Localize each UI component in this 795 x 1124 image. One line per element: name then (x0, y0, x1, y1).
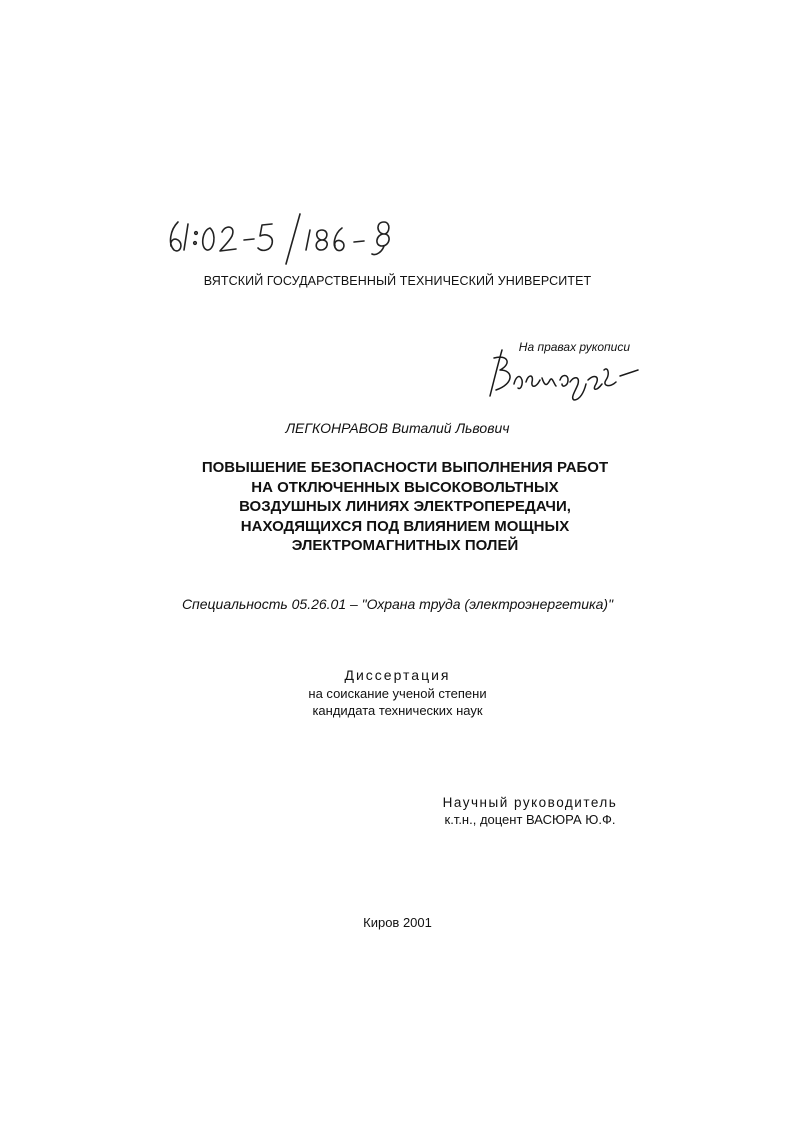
specialty: Специальность 05.26.01 – "Охрана труда (электроэнергетика)" (181, 596, 614, 612)
handwritten-code (160, 200, 420, 270)
degree-line-1: на соискание ученой степени (308, 686, 487, 701)
title-line: ВОЗДУШНЫХ ЛИНИЯХ ЭЛЕКТРОПЕРЕДАЧИ, (239, 498, 571, 515)
degree-line-2: кандидата технических наук (312, 703, 483, 718)
title-line: НА ОТКЛЮЧЕННЫХ ВЫСОКОВОЛЬТНЫХ (251, 478, 559, 496)
supervisor-name: к.т.н., доцент ВАСЮРА Ю.Ф. (444, 812, 616, 827)
title-line: ЭЛЕКТРОМАГНИТНЫХ ПОЛЕЙ (291, 537, 519, 554)
dissertation-label: Диссертация (344, 667, 451, 683)
author-name: ЛЕГКОНРАВОВ Виталий Львович (285, 420, 510, 436)
title-line: ПОВЫШЕНИЕ БЕЗОПАСНОСТИ ВЫПОЛНЕНИЯ РАБОТ (201, 459, 609, 476)
signature (470, 340, 650, 410)
dissertation-title (150, 458, 660, 556)
rights-note: На правах рукописи (518, 340, 630, 354)
city-year: Киров 2001 (363, 915, 432, 930)
university-name: ВЯТСКИЙ ГОСУДАРСТВЕННЫЙ ТЕХНИЧЕСКИЙ УНИВЕРСИТЕТ (203, 274, 592, 288)
supervisor-role: Научный руководитель (442, 795, 618, 810)
title-line: НАХОДЯЩИХСЯ ПОД ВЛИЯНИЕМ МОЩНЫХ (240, 517, 570, 535)
